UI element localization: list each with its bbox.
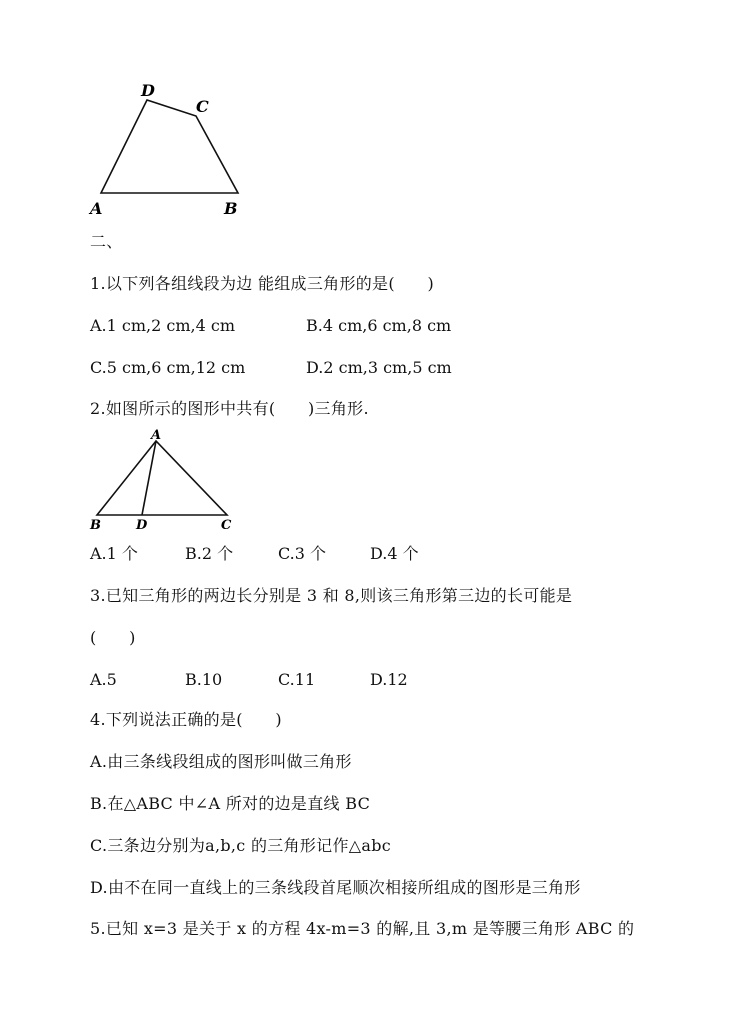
triangle-label-c: C <box>221 518 232 533</box>
question-4-option-d: D.由不在同一直线上的三条线段首尾顺次相接所组成的图形是三角形 <box>90 878 581 897</box>
triangle-label-a: A <box>151 428 162 443</box>
question-3-option-b: B.10 <box>185 670 223 689</box>
vertex-label-b: B <box>224 199 238 218</box>
question-2-option-a: A.1 个 <box>90 544 138 563</box>
question-4-option-c: C.三条边分别为a,b,c 的三角形记作△abc <box>90 836 392 855</box>
question-2-option-b: B.2 个 <box>185 544 234 563</box>
triangle-shape <box>97 441 227 515</box>
question-2-option-d: D.4 个 <box>370 544 419 563</box>
triangle-cevian-ad <box>142 441 156 515</box>
question-4-option-b: B.在△ABC 中∠A 所对的边是直线 BC <box>90 794 371 813</box>
question-2-stem: 2.如图所示的图形中共有( )三角形. <box>90 399 369 418</box>
triangle-label-b: B <box>90 518 101 533</box>
question-3-option-a: A.5 <box>90 670 117 689</box>
question-1-option-b: B.4 cm,6 cm,8 cm <box>306 316 452 335</box>
triangle-label-d: D <box>136 518 148 533</box>
question-4-stem: 4.下列说法正确的是( ) <box>90 710 282 729</box>
question-1-option-d: D.2 cm,3 cm,5 cm <box>306 358 452 377</box>
question-1-option-a: A.1 cm,2 cm,4 cm <box>90 316 236 335</box>
question-4-option-a: A.由三条线段组成的图形叫做三角形 <box>90 752 352 771</box>
question-1-option-c: C.5 cm,6 cm,12 cm <box>90 358 246 377</box>
question-3-option-d: D.12 <box>370 670 408 689</box>
vertex-label-a: A <box>90 199 103 218</box>
question-3-stem: 3.已知三角形的两边长分别是 3 和 8,则该三角形第三边的长可能是 <box>90 586 573 605</box>
section-heading: 二、 <box>90 232 123 251</box>
vertex-label-d: D <box>141 81 155 100</box>
question-2-option-c: C.3 个 <box>278 544 327 563</box>
vertex-label-c: C <box>196 97 209 116</box>
question-3-stem-continued: ( ) <box>90 628 136 647</box>
question-5-stem: 5.已知 x=3 是关于 x 的方程 4x-m=3 的解,且 3,m 是等腰三角形 ABC 的 <box>90 919 635 938</box>
question-3-option-c: C.11 <box>278 670 316 689</box>
question-1-stem: 1.以下列各组线段为边 能组成三角形的是( ) <box>90 274 435 293</box>
quadrilateral-shape <box>101 100 238 193</box>
quadrilateral-figure <box>80 75 260 220</box>
triangle-figure <box>85 425 245 535</box>
